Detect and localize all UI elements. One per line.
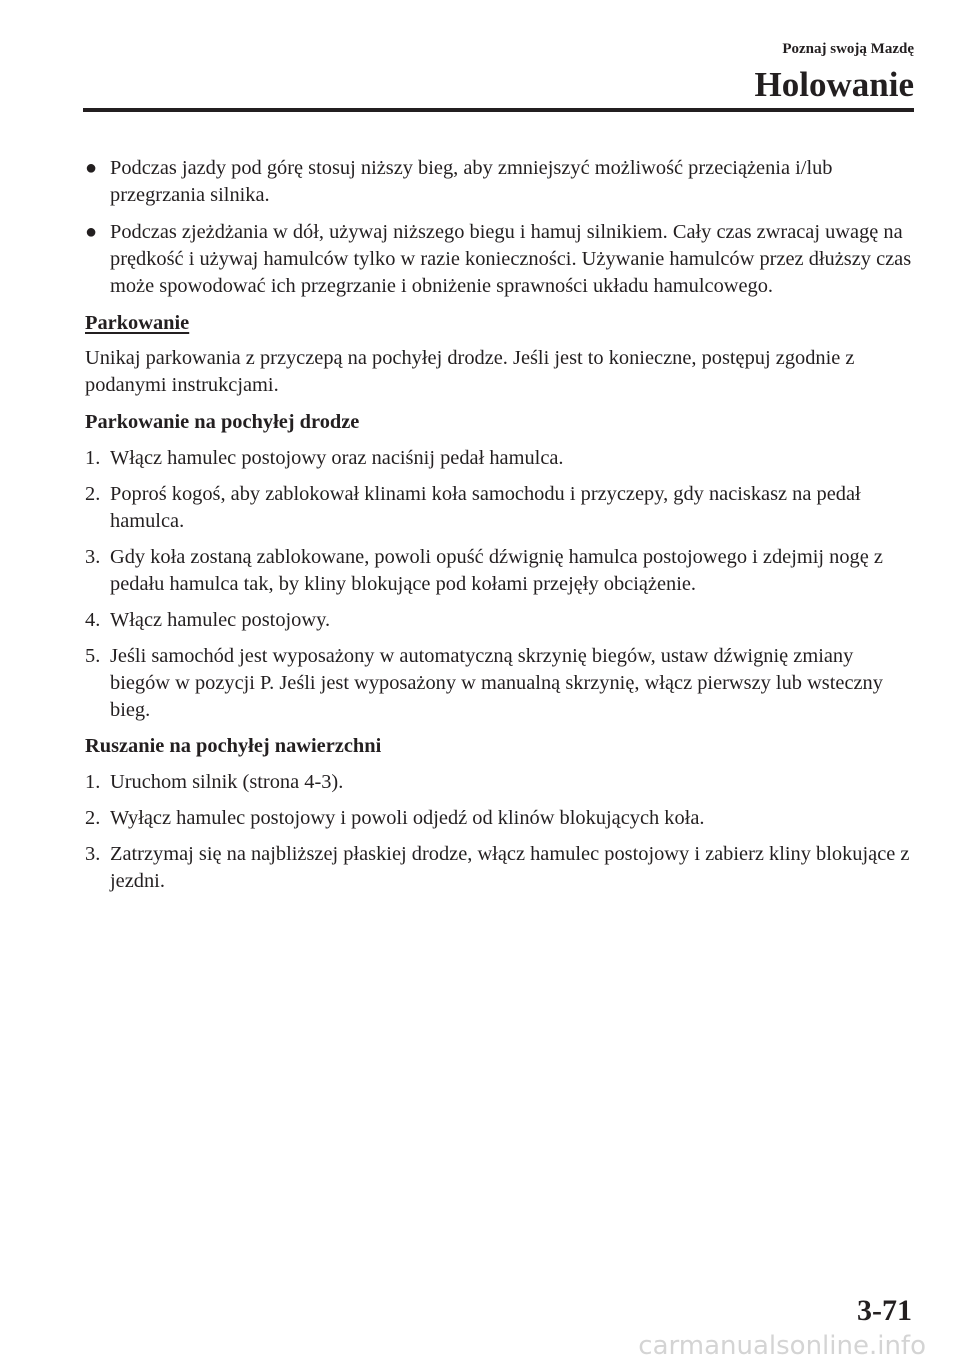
parking-heading: Parkowanie: [85, 312, 190, 334]
bullet-text: Podczas jazdy pod górę stosuj niższy bieg, aby zmniejszyć możliwość przeciążenia i/lub przegrzania silnika.: [110, 157, 833, 206]
step-text: Gdy koła zostaną zablokowane, powoli opuść dźwignię hamulca postojowego i zdejmij nogę z pedału hamulca tak, by kliny blokujące pod kołami przejęły obciążenie.: [110, 546, 883, 595]
bullet-text: Podczas zjeżdżania w dół, używaj niższego biegu i hamuj silnikiem. Cały czas zwracaj uwagę na prędkość i używaj hamulców tylko w razie konieczności. Używanie hamulców przez dłuższy czas może spowodować ich przegrzanie i obniżenie sprawności układu hamulcowego.: [110, 221, 912, 297]
step-number: 3.: [85, 546, 101, 568]
section-label: Poznaj swoją Mazdę: [782, 41, 914, 57]
step-text: Wyłącz hamulec postojowy i powoli odjedź od klinów blokujących koła.: [110, 807, 705, 829]
start-step: [85, 841, 915, 895]
step-text: Poproś kogoś, aby zablokował klinami koła samochodu i przyczepy, gdy naciskasz na pedał hamulca.: [110, 483, 861, 532]
start-step: [85, 769, 915, 796]
step-text: Włącz hamulec postojowy oraz naciśnij pedał hamulca.: [110, 447, 564, 469]
slope-start-heading: Ruszanie na pochyłej nawierzchni: [85, 735, 382, 757]
start-step: [85, 805, 915, 832]
step-text: Jeśli samochód jest wyposażony w automatyczną skrzynię biegów, ustaw dźwignię zmiany biegów w pozycji P. Jeśli jest wyposażony w manualną skrzynię, włącz pierwszy lub wsteczny bieg.: [110, 645, 883, 721]
page-number: 3-71: [857, 1294, 912, 1327]
step-number: 1.: [85, 771, 101, 793]
parking-step: [85, 544, 915, 598]
step-number: 1.: [85, 447, 101, 469]
bullet-icon: ●: [85, 157, 98, 179]
bullet-icon: ●: [85, 221, 98, 243]
step-number: 2.: [85, 807, 101, 829]
chapter-title: Holowanie: [754, 65, 914, 104]
step-text: Włącz hamulec postojowy.: [110, 609, 331, 631]
parking-step: [85, 607, 915, 634]
parking-step: [85, 643, 915, 724]
step-number: 3.: [85, 843, 101, 865]
watermark-text: carmanualsonline.info: [638, 1331, 926, 1361]
parking-intro: Unikaj parkowania z przyczepą na pochyłej drodze. Jeśli jest to konieczne, postępuj zgodnie z podanymi instrukcjami.: [85, 347, 855, 396]
parking-step: [85, 445, 915, 472]
bullet-item: [85, 155, 915, 209]
step-number: 2.: [85, 483, 101, 505]
page-header: [755, 40, 914, 105]
header-rule: [83, 108, 914, 112]
parking-step: [85, 481, 915, 535]
step-number: 5.: [85, 645, 101, 667]
step-text: Zatrzymaj się na najbliższej płaskiej drodze, włącz hamulec postojowy i zabierz kliny blokujące z jezdni.: [110, 843, 910, 892]
bullet-item: [85, 219, 915, 300]
page-content: [85, 155, 915, 904]
step-text: Uruchom silnik (strona 4-3).: [110, 771, 344, 793]
slope-parking-heading: Parkowanie na pochyłej drodze: [85, 411, 360, 433]
step-number: 4.: [85, 609, 101, 631]
